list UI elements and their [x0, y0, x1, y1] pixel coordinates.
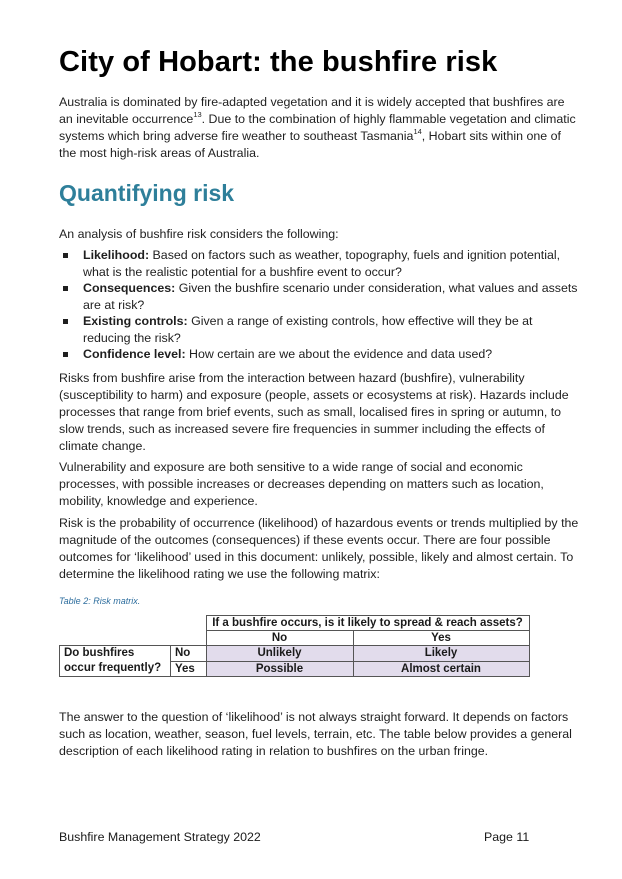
matrix-row-yes: Yes [171, 661, 207, 677]
section-heading: Quantifying risk [59, 180, 235, 206]
intro-text-3: , Hobart sits within one of the most high-risk areas of Australia. [59, 129, 561, 160]
cell-unlikely: Unlikely [206, 646, 353, 662]
list-item [59, 346, 581, 363]
risk-factor-list [59, 247, 581, 363]
cell-likely: Likely [353, 646, 529, 662]
risk-matrix-table [59, 615, 530, 677]
table-row [60, 616, 530, 631]
list-item-text: Based on factors such as weather, topography, fuels and ignition potential, what is the realistic potential for a bushfire event to occur? [83, 248, 561, 279]
table-empty-cell [60, 631, 171, 646]
vulnerability-paragraph: Vulnerability and exposure are both sensitive to a wide range of social and economic processes, with possible increases or decreases depending on matters such as location, mobility, knowledge and experience. [59, 460, 544, 508]
cell-almost-certain: Almost certain [353, 661, 529, 677]
table-empty-cell [171, 616, 207, 631]
table-empty-cell [171, 631, 207, 646]
bullet-icon [63, 352, 68, 357]
table-empty-cell [60, 616, 171, 631]
page-title: City of Hobart: the bushfire risk [59, 46, 498, 78]
list-item-text: How certain are we about the evidence and data used? [185, 347, 493, 361]
intro-text-1: Australia is dominated by fire-adapted vegetation and it is widely accepted that bushfires are an inevitable occurrence [59, 95, 565, 126]
table-row [60, 631, 530, 646]
cell-possible: Possible [206, 661, 353, 677]
list-item-text: Given a range of existing controls, how effective will they be at reducing the risk? [83, 314, 533, 345]
footer-page-number: Page 11 [484, 830, 530, 844]
likelihood-closing-paragraph: The answer to the question of ‘likelihood’ is not always straight forward. It depends on factors such as location, weather, season, fuel levels, terrain, etc. The table below provides a general description of each likelihood rating in relation to bushfires on the urban fringe. [59, 710, 572, 758]
list-item [59, 280, 581, 313]
footer-document-title: Bushfire Management Strategy 2022 [59, 830, 261, 844]
list-item-text: Given the bushfire scenario under consideration, what values and assets are at risk? [83, 281, 578, 312]
table-row [60, 646, 530, 662]
matrix-col-yes: Yes [353, 631, 529, 646]
footnote-ref-13[interactable]: 13 [193, 109, 202, 119]
bullet-icon [63, 319, 68, 324]
matrix-col-no: No [206, 631, 353, 646]
list-item-term: Consequences: [83, 281, 176, 295]
analysis-lead: An analysis of bushfire risk considers the following: [59, 227, 339, 241]
list-item [59, 247, 581, 280]
risk-definition-paragraph: Risk is the probability of occurrence (likelihood) of hazardous events or trends multiplied by the magnitude of the outcomes (consequences) if these events occur. There are four possible outcomes for ‘likelihood’ used in this document: unlikely, possible, likely and almost certain. To determine the likelihood rating we use the following matrix: [59, 516, 579, 581]
bullet-icon [63, 286, 68, 291]
matrix-row-no: No [171, 646, 207, 662]
list-item-term: Existing controls: [83, 314, 188, 328]
hazard-paragraph: Risks from bushfire arise from the interaction between hazard (bushfire), vulnerability (susceptibility to harm) and exposure (people, assets or ecosystems at risk). Hazards include processes that range from brief events, such as small, localised fires in spring or autumn, to slow trends, such as increased severe fire frequencies in summer including the effects of climate change. [59, 371, 569, 453]
intro-text-2: . Due to the combination of highly flammable vegetation and climatic systems which bring adverse fire weather to southeast Tasmania [59, 112, 576, 143]
matrix-top-header: If a bushfire occurs, is it likely to spread & reach assets? [206, 616, 529, 631]
footnote-ref-14[interactable]: 14 [413, 126, 422, 136]
matrix-row-header: Do bushfires occur frequently? [60, 646, 171, 677]
bullet-icon [63, 253, 68, 258]
table-caption: Table 2: Risk matrix. [59, 596, 141, 606]
list-item [59, 313, 581, 346]
intro-paragraph [59, 94, 581, 162]
list-item-term: Likelihood: [83, 248, 150, 262]
list-item-term: Confidence level: [83, 347, 186, 361]
